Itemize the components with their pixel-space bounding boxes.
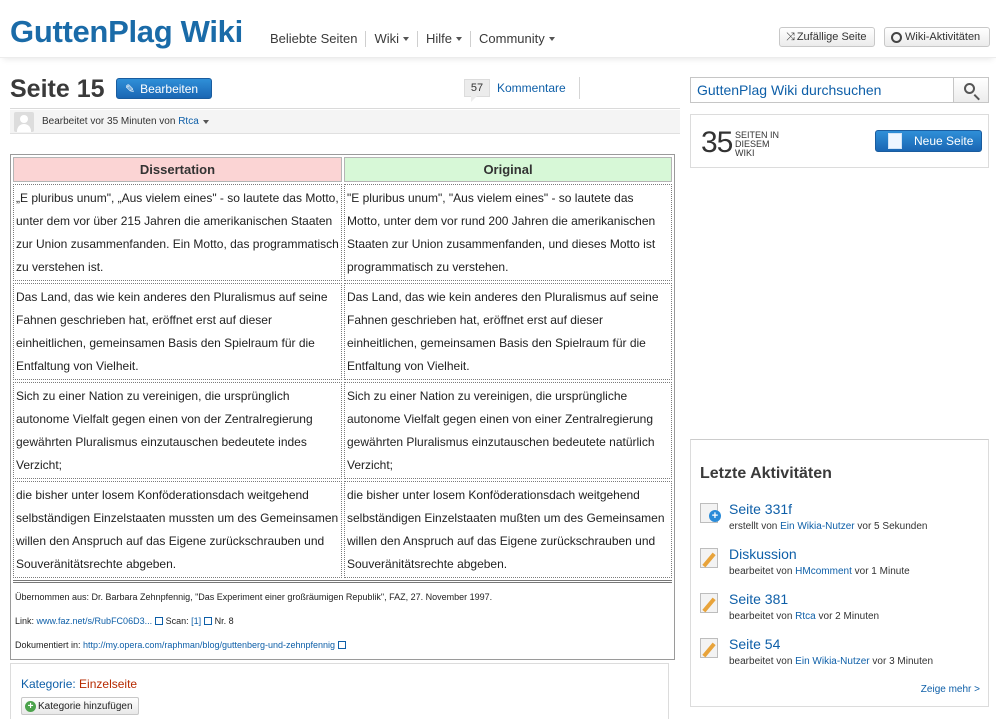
shuffle-icon: ⤨ <box>786 30 795 43</box>
nav-wiki[interactable]: Wiki <box>366 31 418 47</box>
category-line <box>21 677 137 691</box>
show-more-link[interactable]: Zeige mehr > <box>920 684 980 695</box>
edit-button[interactable]: ✎ Bearbeiten <box>116 78 212 99</box>
search-input[interactable]: GuttenPlag Wiki durchsuchen <box>690 77 954 103</box>
activity-item <box>700 591 985 631</box>
activity-user-link[interactable]: Rtca <box>795 611 816 622</box>
scan-label: Scan: <box>165 616 189 626</box>
edit-page-icon <box>700 548 718 568</box>
wiki-stats-box <box>690 114 989 168</box>
table-row <box>13 283 672 380</box>
source-info <box>13 580 672 657</box>
edit-info-bar <box>10 110 680 134</box>
recent-activity-module <box>690 439 989 707</box>
comment-count-bubble[interactable]: 57 <box>464 79 490 97</box>
category-link[interactable]: Einzelseite <box>79 677 138 691</box>
activity-meta: bearbeitet von Ein Wikia-Nutzer vor 3 Minuten <box>729 656 934 667</box>
activity-title: Letzte Aktivitäten <box>700 465 832 482</box>
original-cell: Sich zu einer Nation zu vereinigen, die ursprüngliche autonome Vielfalt gegen einen von einer Zentralregierung gewährten Pluralismus einzutauschen bedeutete natürlich Verzicht; <box>344 382 672 479</box>
avatar-icon <box>14 112 34 132</box>
dissertation-cell: die bisher unter losem Konföderationsdach weitgehend selbständigen Einzelstaaten mussten um des Gemeinsamen willen den Anspruch auf das Eigene zurückschrauben und Souveränitätsrechte abgeben. <box>13 481 342 578</box>
activity-meta: erstellt von Ein Wikia-Nutzer vor 5 Sekunden <box>729 521 928 532</box>
column-header-dissertation: Dissertation <box>13 157 342 182</box>
activity-user-link[interactable]: HMcomment <box>795 566 852 577</box>
wiki-logo[interactable]: GuttenPlag Wiki <box>10 14 243 49</box>
column-header-original: Original <box>344 157 672 182</box>
comparison-table <box>10 154 675 660</box>
wiki-activity-button[interactable]: Wiki-Aktivitäten <box>884 27 990 47</box>
category-label: Kategorie: <box>21 677 76 691</box>
chevron-down-icon[interactable] <box>203 120 209 124</box>
main-nav <box>262 31 563 47</box>
comments-link[interactable]: Kommentare <box>497 81 566 95</box>
activity-page-link[interactable]: Seite 381 <box>729 591 789 607</box>
random-page-button[interactable]: ⤨ Zufällige Seite <box>779 27 875 47</box>
activity-item <box>700 501 985 541</box>
original-cell: "E pluribus unum", "Aus vielem eines" - so lautete das Motto, unter dem vor rund 200 Jahren die amerikanischen Staaten zur Union zusammenfanden, und dieses Motto ist programmatisch zu verstehen. <box>344 184 672 281</box>
faz-link[interactable]: www.faz.net/s/RubFC06D3... <box>36 616 153 626</box>
scan-number: Nr. 8 <box>214 616 234 626</box>
original-cell: die bisher unter losem Konföderationsdach weitgehend selbständigen Einzelstaaten mußten um des Gemeinsamen willen den Anspruch auf das Eigene zurückschrauben und Souveränitätsrechte abgeben. <box>344 481 672 578</box>
activity-meta: bearbeitet von HMcomment vor 1 Minute <box>729 566 910 577</box>
link-label: Link: <box>15 616 35 626</box>
external-link-icon <box>204 617 212 625</box>
source-citation: Übernommen aus: Dr. Barbara Zehnpfennig, "Das Experiment einer großräumigen Republik", FAZ, 27. November 1997. <box>15 592 493 602</box>
external-link-icon <box>338 641 346 649</box>
new-page-icon <box>700 503 718 523</box>
table-row <box>13 184 672 281</box>
table-row <box>13 481 672 578</box>
edit-page-icon <box>700 638 718 658</box>
chevron-down-icon <box>456 37 462 41</box>
nav-popular-pages[interactable]: Beliebte Seiten <box>262 31 366 47</box>
search-icon <box>964 83 975 94</box>
activity-item <box>700 546 985 586</box>
activity-user-link[interactable]: Ein Wikia-Nutzer <box>795 656 870 667</box>
search-button[interactable] <box>953 77 989 103</box>
divider <box>10 108 680 109</box>
categories-box <box>10 663 669 719</box>
opera-blog-link[interactable]: http://my.opera.com/raphman/blog/guttenberg-und-zehnpfennig <box>83 640 336 650</box>
activity-page-link[interactable]: Seite 54 <box>729 636 781 652</box>
original-cell: Das Land, das wie kein anderes den Pluralismus auf seine Fahnen geschrieben hat, eröffnet erst auf dieser einheitlichen, gemeinsamen Basis den Spielraum für die Entfaltung von Vielheit. <box>344 283 672 380</box>
add-page-icon <box>888 133 902 149</box>
add-category-button[interactable]: + Kategorie hinzufügen <box>21 697 139 715</box>
edit-page-icon <box>700 593 718 613</box>
page-title: Seite 15 <box>10 75 105 103</box>
nav-community[interactable]: Community <box>471 31 563 47</box>
activity-user-link[interactable]: Ein Wikia-Nutzer <box>780 521 855 532</box>
pages-label: SEITEN IN DIESEM WIKI <box>735 130 780 158</box>
chevron-down-icon <box>403 37 409 41</box>
activity-page-link[interactable]: Diskussion <box>729 546 797 562</box>
activity-meta: bearbeitet von Rtca vor 2 Minuten <box>729 611 880 622</box>
pencil-icon: ✎ <box>125 81 136 96</box>
plus-icon: + <box>25 701 36 712</box>
clock-icon <box>891 32 902 43</box>
scan-link[interactable]: [1] <box>191 616 202 626</box>
dissertation-cell: Das Land, das wie kein anderes den Pluralismus auf seine Fahnen geschrieben hat, eröffnet erst auf dieser einheitlichen, gemeinsamen Basis den Spielraum für die Entfaltung von Vielheit. <box>13 283 342 380</box>
global-header <box>0 0 996 58</box>
documented-label: Dokumentiert in: <box>15 640 81 650</box>
activity-item <box>700 636 985 676</box>
chevron-down-icon <box>549 37 555 41</box>
nav-help[interactable]: Hilfe <box>418 31 471 47</box>
new-page-button[interactable]: Neue Seite <box>875 130 982 152</box>
activity-page-link[interactable]: Seite 331f <box>729 501 793 517</box>
pages-count: 35 <box>701 126 733 159</box>
dissertation-cell: „E pluribus unum", „Aus vielem eines" - so lautete das Motto, unter dem vor über 215 Jahren die amerikanischen Staaten zur Union zusammenfanden. Ein Motto, das programmatisch zu verstehen ist. <box>13 184 342 281</box>
editor-user-link[interactable]: Rtca <box>178 116 199 127</box>
divider <box>579 77 580 99</box>
table-row <box>13 382 672 479</box>
external-link-icon <box>155 617 163 625</box>
dissertation-cell: Sich zu einer Nation zu vereinigen, die ursprünglich autonome Vielfalt gegen einen von der Zentralregierung gewährten Pluralismus einzutauschen bedeutete indes Verzicht; <box>13 382 342 479</box>
edited-info: Bearbeitet vor 35 Minuten von <box>42 116 176 127</box>
